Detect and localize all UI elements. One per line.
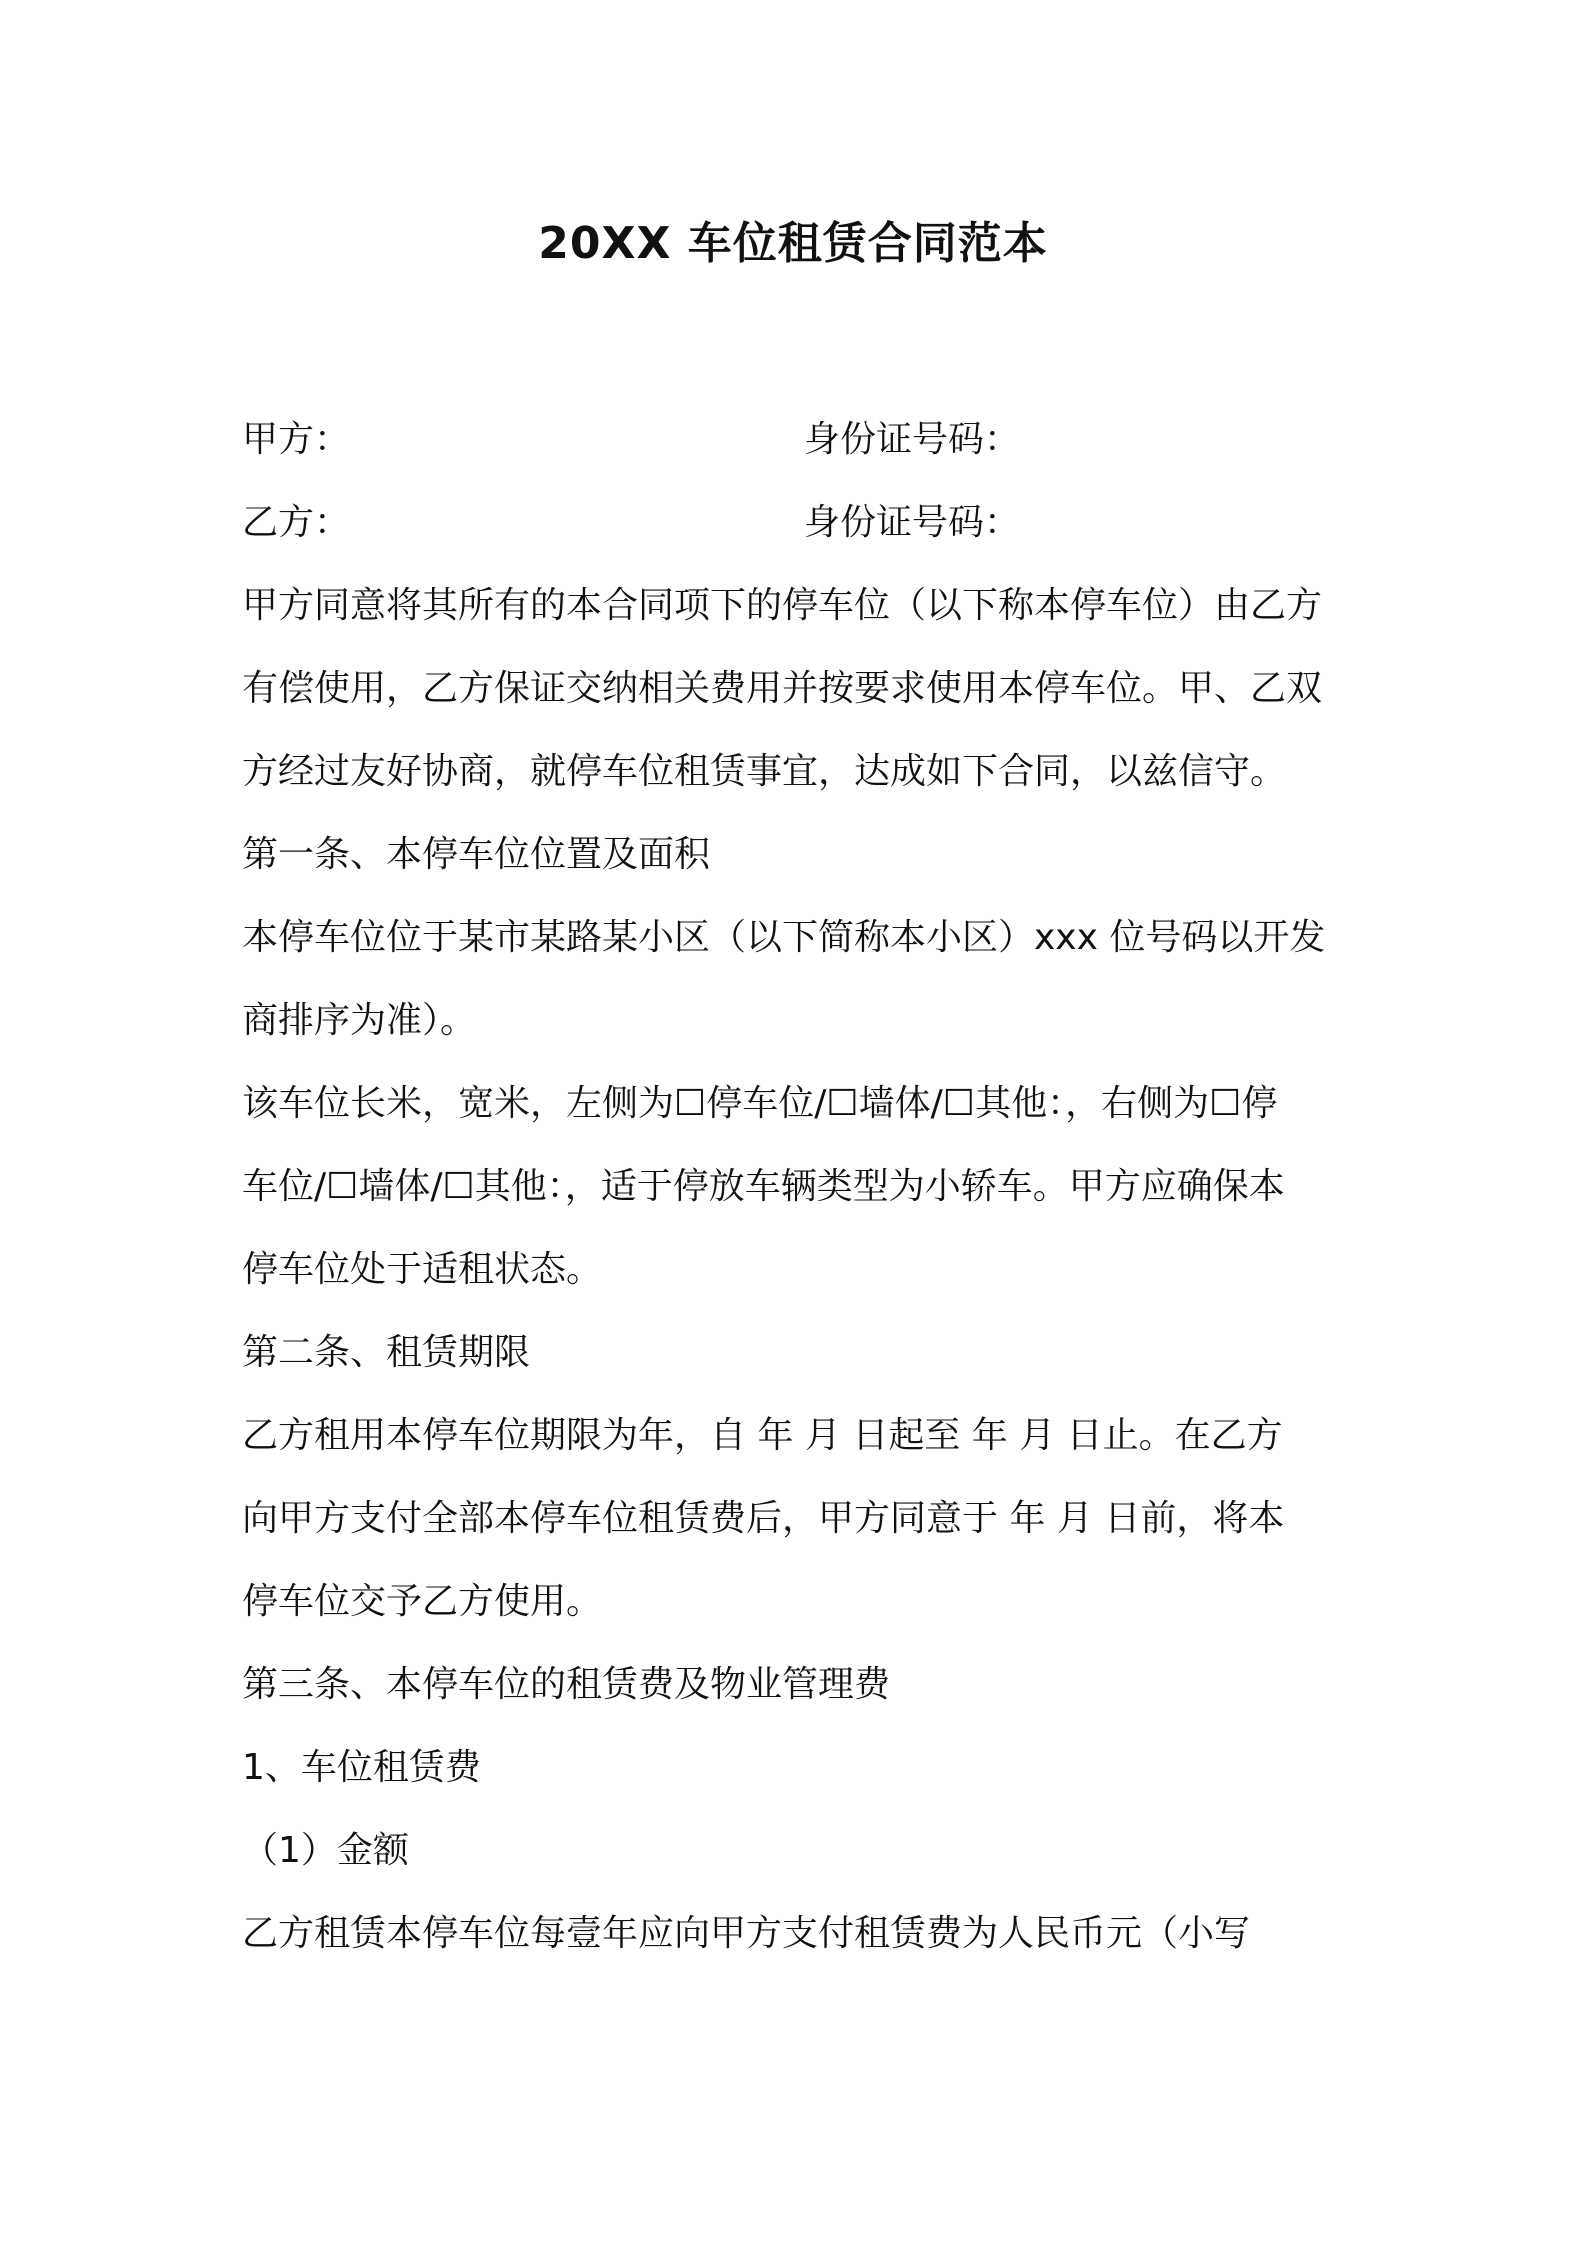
section-heading: 第一条、本停车位位置及面积 — [242, 834, 711, 875]
section-heading: 第二条、租赁期限 — [242, 1332, 531, 1373]
body-line: 方经过友好协商，就停车位租赁事宜，达成如下合同，以兹信守。 — [242, 751, 1287, 792]
body-line: 本停车位位于某市某路某小区（以下简称本小区）xxx 位号码以开发 — [242, 917, 1326, 958]
party-a-label: 甲方： — [242, 419, 351, 460]
party-a-id-label: 身份证号码： — [804, 419, 1021, 460]
party-b-id-label: 身份证号码： — [804, 502, 1021, 543]
body-line: 有偿使用，乙方保证交纳相关费用并按要求使用本停车位。甲、乙双 — [242, 668, 1323, 709]
body-line: 向甲方支付全部本停车位租赁费后，甲方同意于 年 月 日前，将本 — [242, 1498, 1285, 1539]
body-line: 该车位长米，宽米，左侧为☐停车位/☐墙体/☐其他：，右侧为☐停 — [242, 1083, 1278, 1124]
body-line: 甲方同意将其所有的本合同项下的停车位（以下称本停车位）由乙方 — [242, 585, 1323, 626]
body-line: 乙方租赁本停车位每壹年应向甲方支付租赁费为人民币元（小写 — [242, 1913, 1251, 1954]
subsection-heading: 1、车位租赁费 — [242, 1747, 481, 1788]
party-b-label: 乙方： — [242, 502, 351, 543]
body-line: 停车位交予乙方使用。 — [242, 1581, 603, 1622]
body-line: 乙方租用本停车位期限为年，自 年 月 日起至 年 月 日止。在乙方 — [242, 1415, 1283, 1456]
section-heading: 第三条、本停车位的租赁费及物业管理费 — [242, 1664, 891, 1705]
document-title: 20XX 车位租赁合同范本 — [538, 218, 1048, 269]
body-line: 停车位处于适租状态。 — [242, 1249, 603, 1290]
subsection-heading: （1）金额 — [242, 1830, 409, 1871]
body-line: 车位/☐墙体/☐其他：，适于停放车辆类型为小轿车。甲方应确保本 — [242, 1166, 1285, 1207]
body-line: 商排序为准）。 — [242, 1000, 477, 1041]
